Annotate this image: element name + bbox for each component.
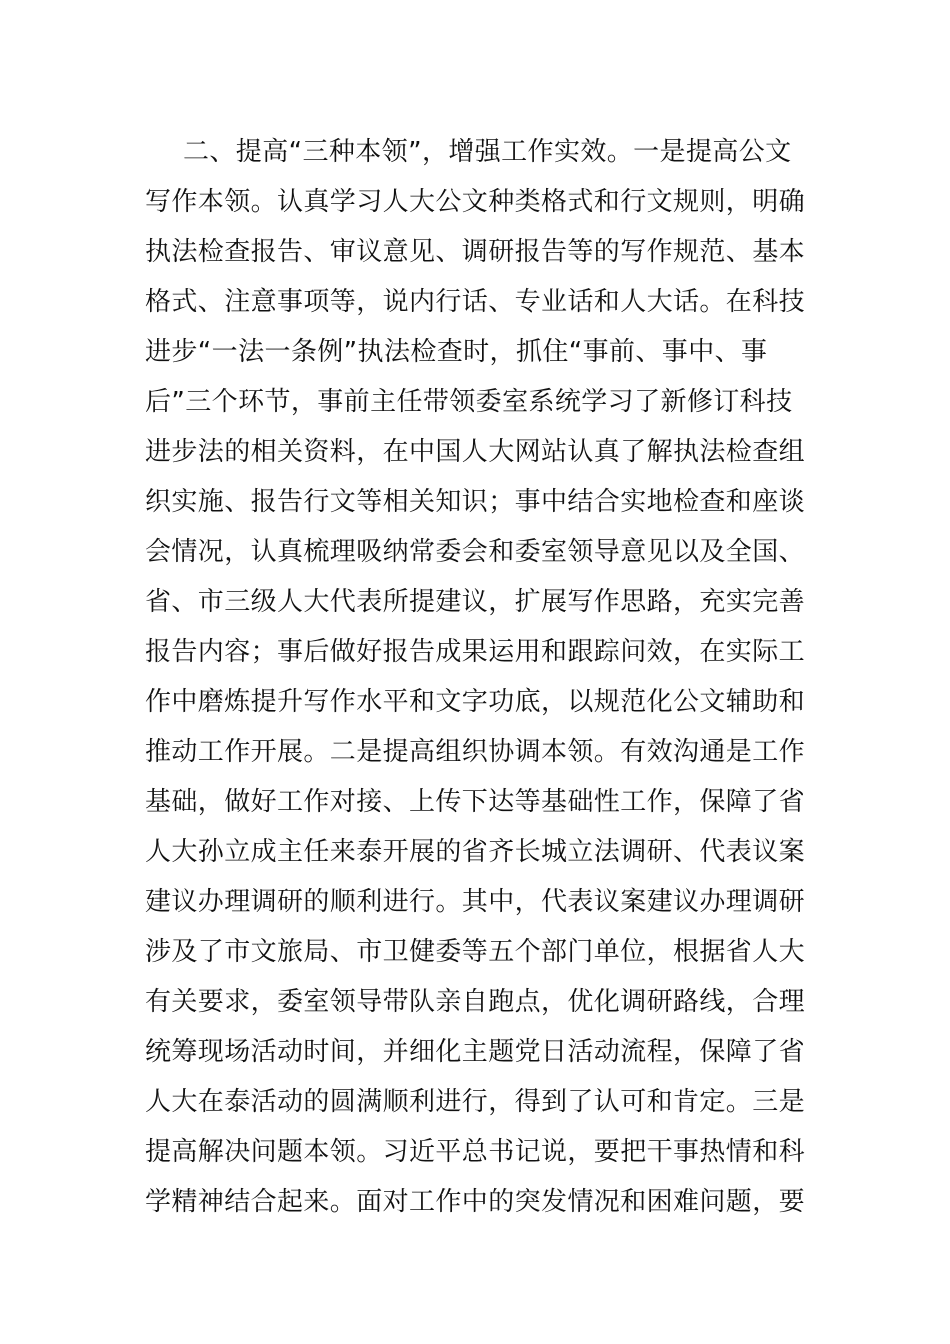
- body-paragraph: [145, 127, 805, 1227]
- text-line-2: 写作本领。认真学习人大公文种类格式和行文规则，明确: [145, 187, 806, 217]
- text-line-12: 作中磨炼提升写作水平和文字功底，以规范化公文辅助和: [145, 687, 806, 717]
- text-line-4: 格式、注意事项等，说内行话、专业话和人大话。在科技: [145, 287, 806, 317]
- text-line-21: 提高解决问题本领。习近平总书记说，要把干事热情和科: [145, 1137, 806, 1167]
- text-line-10: 省、市三级人大代表所提建议，扩展写作思路，充实完善: [145, 587, 806, 617]
- text-line-16: 建议办理调研的顺利进行。其中，代表议案建议办理调研: [145, 887, 806, 917]
- text-line-9: 会情况，认真梳理吸纳常委会和委室领导意见以及全国、: [145, 537, 806, 567]
- text-line-8: 织实施、报告行文等相关知识；事中结合实地检查和座谈: [145, 487, 806, 517]
- text-line-19: 统筹现场活动时间，并细化主题党日活动流程，保障了省: [145, 1037, 806, 1067]
- text-line-1: 二、提高“三种本领”，增强工作实效。一是提高公文: [183, 137, 792, 167]
- text-line-3: 执法检查报告、审议意见、调研报告等的写作规范、基本: [145, 237, 806, 267]
- text-line-7: 进步法的相关资料，在中国人大网站认真了解执法检查组: [145, 437, 806, 467]
- text-line-20: 人大在泰活动的圆满顺利进行，得到了认可和肯定。三是: [145, 1087, 806, 1117]
- text-line-13: 推动工作开展。二是提高组织协调本领。有效沟通是工作: [145, 737, 806, 767]
- text-line-18: 有关要求，委室领导带队亲自跑点，优化调研路线，合理: [145, 987, 806, 1017]
- text-line-11: 报告内容；事后做好报告成果运用和跟踪问效，在实际工: [145, 637, 806, 667]
- text-line-17: 涉及了市文旅局、市卫健委等五个部门单位，根据省人大: [145, 937, 806, 967]
- text-line-22: 学精神结合起来。面对工作中的突发情况和困难问题，要: [145, 1187, 806, 1217]
- text-line-14: 基础，做好工作对接、上传下达等基础性工作，保障了省: [145, 787, 806, 817]
- text-line-6: 后”三个环节，事前主任带领委室系统学习了新修订科技: [145, 387, 793, 417]
- text-line-15: 人大孙立成主任来泰开展的省齐长城立法调研、代表议案: [145, 837, 806, 867]
- text-line-5: 进步“一法一条例”执法检查时，抓住“事前、事中、事: [145, 337, 768, 367]
